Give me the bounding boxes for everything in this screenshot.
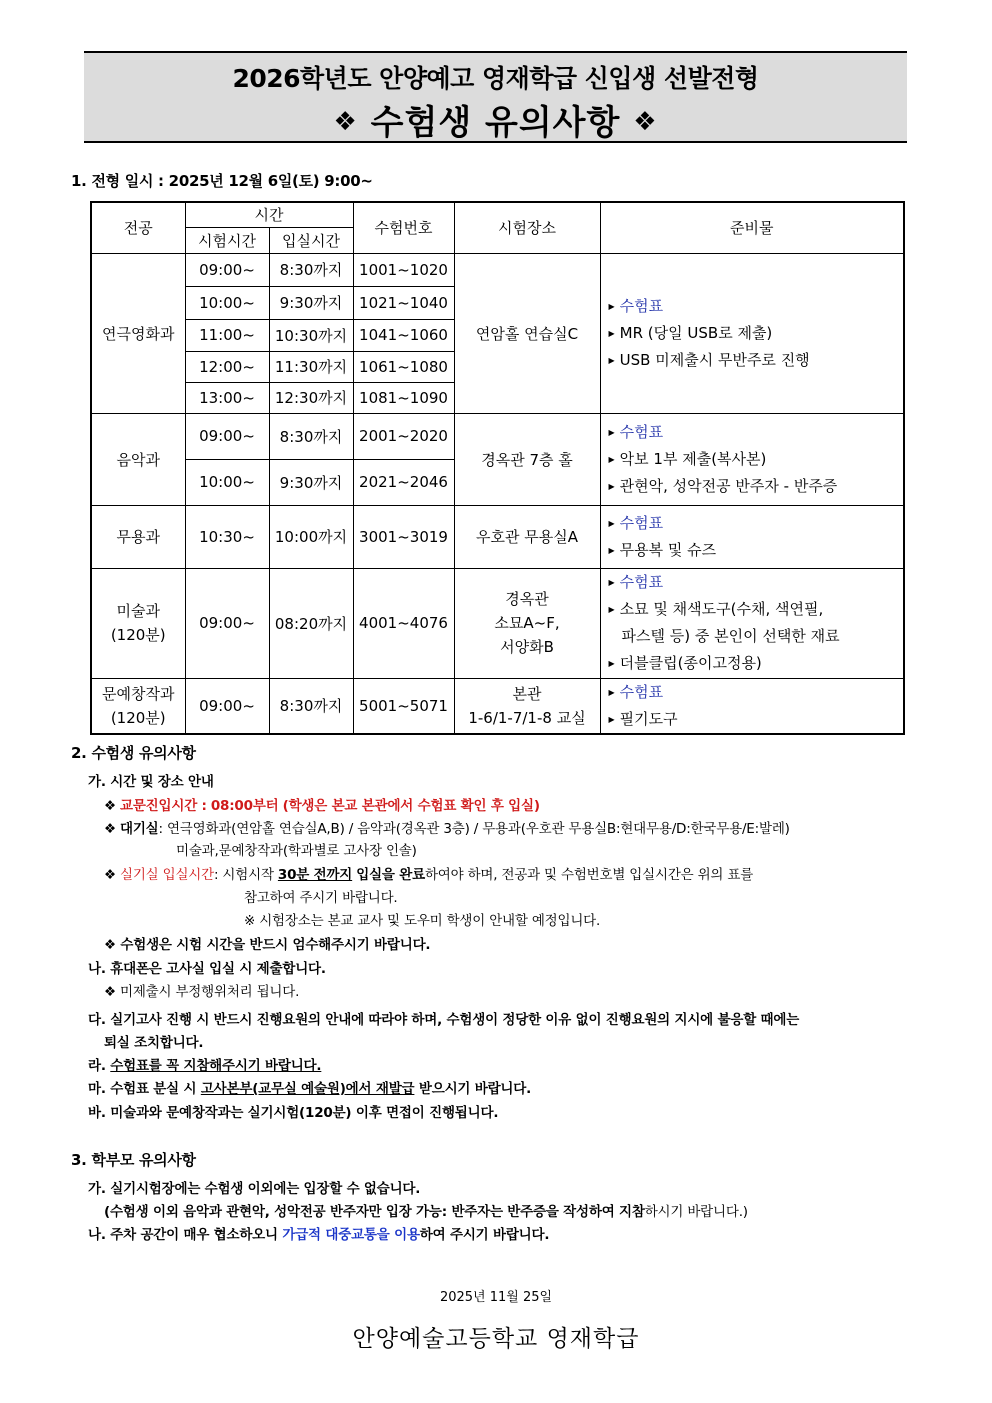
header-exam-time: 시험시간 (185, 227, 269, 253)
s2-da1: 다. 실기고사 진행 시 반드시 진행요원의 안내에 따라야 하며, 수험생이 정당한 이유 없이 진행요원의 지시에 불응할 때에는 (88, 1012, 800, 1028)
s2-ma (88, 1077, 531, 1097)
major-art (91, 568, 185, 678)
prep-item: 소묘 및 채색도구(수채, 색연필, (619, 600, 824, 618)
entry-a: : 시험시작 (213, 867, 274, 883)
place-dance: 우호관 무용실A (454, 505, 600, 568)
prep-music (600, 413, 904, 505)
ra-prefix: 라. (88, 1058, 106, 1074)
triangle-bullet-icon: ▶ (608, 301, 615, 311)
prep-item: 수험표 (619, 573, 664, 591)
header-place: 시험장소 (454, 202, 600, 253)
entry-c: 입실을 완료 (356, 867, 425, 883)
cell-entry: 8:30까지 (269, 678, 353, 734)
ma-a: 마. 수험표 분실 시 (88, 1081, 197, 1097)
triangle-bullet-icon: ▶ (608, 578, 615, 587)
diamond-icon: ❖ (633, 107, 658, 137)
s2-na: 나. 휴대폰은 고사실 입실 시 제출합니다. (88, 961, 326, 977)
prep-item: 필기도구 (619, 709, 678, 728)
header-prep: 준비물 (600, 202, 904, 253)
cell-exam: 12:00~ (185, 351, 269, 382)
prep-item: 파스텔 등) 중 본인이 선택한 재료 (621, 627, 840, 645)
title-line2 (84, 95, 907, 144)
cell-entry: 8:30까지 (269, 253, 353, 286)
cell-number: 4001~4076 (353, 568, 454, 678)
prep-item: MR (당일 USB로 제출) (619, 323, 773, 342)
major-art-name: 미술과 (116, 602, 160, 620)
cell-entry: 9:30까지 (269, 459, 353, 505)
prep-item: 수험표 (619, 513, 664, 532)
prep-item: 악보 1부 제출(복사본) (619, 449, 767, 468)
cell-exam: 09:00~ (185, 678, 269, 734)
signature: 안양예술고등학교 영재학급 (352, 1326, 640, 1352)
section3-heading: 3. 학부모 유의사항 (71, 1151, 196, 1169)
place-art (454, 568, 600, 678)
diamond-icon: ❖ (104, 867, 116, 883)
s2-entry-note: ※ 시험장소는 본교 교사 및 도우미 학생이 안내할 예정입니다. (244, 913, 601, 929)
cell-exam: 13:00~ (185, 382, 269, 413)
place-line: 소묘A~F, (494, 614, 560, 632)
place-music: 경옥관 7층 홀 (454, 413, 600, 505)
s2-ba: 바. 미술과와 문예창작과는 실기시험(120분) 이후 면접이 진행됩니다. (88, 1105, 499, 1121)
triangle-bullet-icon: ▶ (608, 659, 615, 668)
s2-ga: 가. 시간 및 장소 안내 (88, 774, 214, 790)
cell-entry: 8:30까지 (269, 413, 353, 459)
triangle-bullet-icon: ▶ (608, 328, 615, 338)
major-writing (91, 678, 185, 734)
triangle-bullet-icon: ▶ (608, 454, 615, 464)
diamond-icon: ❖ (104, 984, 116, 1000)
diamond-icon: ❖ (104, 937, 116, 953)
prep-art (600, 568, 904, 678)
cell-number: 5001~5071 (353, 678, 454, 734)
triangle-bullet-icon: ▶ (608, 545, 615, 555)
s2-gate-line (104, 794, 540, 814)
gate-time: 08:00부터 (210, 798, 279, 814)
major-writing-duration: (120분) (110, 708, 166, 727)
triangle-bullet-icon: ▶ (608, 687, 615, 697)
prep-item: USB 미제출시 무반주로 진행 (619, 350, 810, 369)
cell-entry: 08:20까지 (269, 568, 353, 678)
cell-entry: 9:30까지 (269, 286, 353, 319)
triangle-bullet-icon: ▶ (608, 518, 615, 528)
title-main: 수험생 유의사항 (370, 103, 621, 143)
s2-da2: 퇴실 조치합니다. (104, 1035, 204, 1051)
entry-d: 하여야 하며, 전공과 및 수험번호별 입실시간은 위의 표를 (424, 867, 754, 883)
document-date: 2025년 11월 25일 (439, 1290, 553, 1305)
na-c: 하여 주시기 바랍니다. (419, 1227, 550, 1243)
cell-exam: 09:00~ (185, 253, 269, 286)
wait-text: : 연극영화과(연암홀 연습실A,B) / 음악과(경옥관 3층) / 무용과(우호관 무용실B:현대무용/D:한국무용/E:발레) (158, 821, 790, 837)
ma-c: 받으시기 바랍니다. (418, 1081, 532, 1097)
major-music: 음악과 (91, 413, 185, 505)
prep-item: 무용복 및 슈즈 (619, 540, 717, 559)
s3-ga-sub (104, 1200, 748, 1220)
place-line: 경옥관 (505, 590, 549, 608)
schedule-table (90, 201, 905, 735)
triangle-bullet-icon: ▶ (608, 481, 615, 491)
triangle-bullet-icon: ▶ (608, 714, 615, 724)
s2-keep-time (104, 933, 430, 953)
cell-number: 1081~1090 (353, 382, 454, 413)
triangle-bullet-icon: ▶ (608, 355, 615, 365)
place-writing (454, 678, 600, 734)
section1-heading: 1. 전형 일시 : 2025년 12월 6일(토) 9:00~ (71, 172, 373, 190)
gate-label: 교문진입시간 : (120, 798, 207, 814)
s2-na-sub (104, 980, 299, 1000)
wait-label: 대기실 (120, 821, 159, 837)
title-line1: 2026학년도 안양예고 영재학급 신입생 선발전형 (232, 64, 759, 93)
major-dance: 무용과 (91, 505, 185, 568)
cell-entry: 11:30까지 (269, 351, 353, 382)
diamond-icon: ❖ (104, 798, 116, 814)
cell-number: 1021~1040 (353, 286, 454, 319)
cell-number: 2001~2020 (353, 413, 454, 459)
major-art-duration: (120분) (110, 626, 166, 644)
cell-exam: 09:00~ (185, 568, 269, 678)
entry-b: 30분 전까지 (277, 867, 353, 883)
gate-rest: (학생은 본교 본관에서 수험표 확인 후 입실) (282, 798, 540, 814)
na-a: 나. 주차 공간이 매우 협소하오니 (88, 1227, 278, 1243)
prep-item: 관현악, 성악전공 반주자 - 반주증 (619, 476, 838, 495)
entry-label: 실기실 입실시간 (120, 867, 214, 883)
triangle-bullet-icon: ▶ (608, 427, 615, 437)
s2-entry-line (104, 863, 753, 883)
cell-number: 2021~2046 (353, 459, 454, 505)
cell-exam: 10:00~ (185, 459, 269, 505)
cell-exam: 10:00~ (185, 286, 269, 319)
cell-exam: 11:00~ (185, 319, 269, 351)
ga-sub-b: 하시기 바랍니다.) (644, 1204, 748, 1220)
major-theater: 연극영화과 (91, 253, 185, 413)
s2-ra (88, 1054, 321, 1074)
header-time: 시간 (185, 202, 353, 227)
place-line: 서양화B (500, 638, 554, 656)
ra-text: 수험표를 꼭 지참해주시기 바랍니다. (110, 1058, 322, 1074)
na-b: 가급적 대중교통을 이용 (282, 1227, 420, 1243)
cell-number: 3001~3019 (353, 505, 454, 568)
cell-exam: 10:30~ (185, 505, 269, 568)
prep-item: 수험표 (619, 682, 664, 701)
ga-sub-a: (수험생 이외 음악과 관현악, 성악전공 반주자만 입장 가능: 반주자는 반주증을 작성하여 지참 (104, 1204, 645, 1220)
s2-wait-line (104, 817, 790, 837)
cell-exam: 09:00~ (185, 413, 269, 459)
header-number: 수험번호 (353, 202, 454, 253)
diamond-icon: ❖ (104, 821, 116, 837)
section2-heading: 2. 수험생 유의사항 (71, 744, 196, 762)
cell-number: 1001~1020 (353, 253, 454, 286)
triangle-bullet-icon: ▶ (608, 605, 615, 614)
major-writing-name: 문예창작과 (102, 684, 175, 703)
cell-number: 1041~1060 (353, 319, 454, 351)
ma-b: 고사본부(교무실 예술원)에서 재발급 (200, 1081, 415, 1097)
prep-writing (600, 678, 904, 734)
place-theater: 연암홀 연습실C (454, 253, 600, 413)
place-line: 본관 (512, 684, 542, 703)
na-sub-text: 미제출시 부정행위처리 됩니다. (120, 984, 300, 1000)
header-major: 전공 (91, 202, 185, 253)
title-box (84, 51, 907, 143)
header-entry-time: 입실시간 (269, 227, 353, 253)
s3-na (88, 1223, 549, 1243)
cell-entry: 10:30까지 (269, 319, 353, 351)
cell-entry: 12:30까지 (269, 382, 353, 413)
diamond-icon: ❖ (333, 107, 358, 137)
prep-item: 수험표 (619, 422, 664, 441)
cell-entry: 10:00까지 (269, 505, 353, 568)
place-line: 1-6/1-7/1-8 교실 (468, 708, 586, 727)
s2-entry-line2: 참고하여 주시기 바랍니다. (244, 890, 398, 906)
keep-time-text: 수험생은 시험 시간을 반드시 엄수해주시기 바랍니다. (120, 937, 431, 953)
prep-dance (600, 505, 904, 568)
prep-item: 더블클립(종이고정용) (619, 654, 762, 672)
cell-number: 1061~1080 (353, 351, 454, 382)
s2-wait-line2: 미술과,문예창작과(학과별로 고사장 인솔) (176, 843, 417, 859)
prep-item: 수험표 (619, 296, 664, 315)
s3-ga: 가. 실기시험장에는 수험생 이외에는 입장할 수 없습니다. (88, 1181, 421, 1197)
prep-theater (600, 253, 904, 413)
